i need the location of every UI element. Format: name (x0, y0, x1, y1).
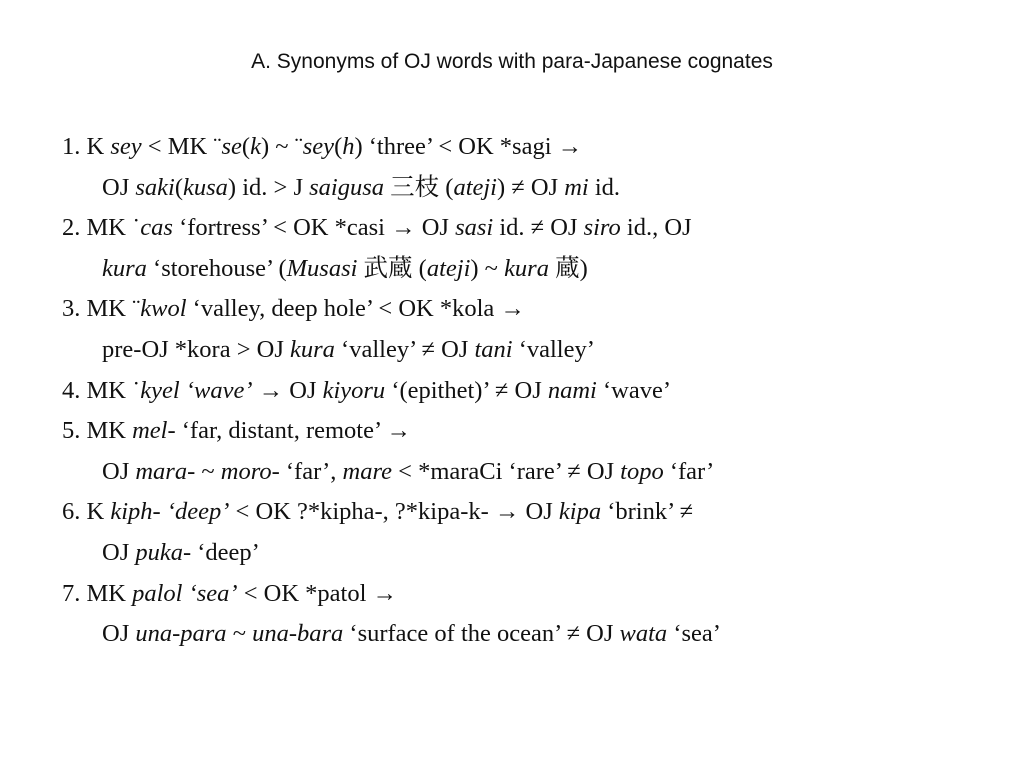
text-segment: ( (174, 173, 183, 201)
text-segment: ) id. > J (227, 173, 310, 201)
italic-term: ‘deep’ (166, 498, 230, 526)
italic-term: kipa (558, 498, 602, 526)
italic-term: topo (620, 457, 664, 485)
entry-line (62, 574, 1002, 615)
text-segment: 5. MK (62, 417, 133, 445)
entry-line (62, 492, 1002, 533)
text-segment: ‘far’ (663, 457, 715, 485)
text-segment: ‘valley’ ≠ OJ (334, 335, 475, 363)
text-segment: 1. K (62, 133, 111, 160)
italic-term: h (342, 133, 355, 160)
text-segment: 2. MK ˙ (62, 214, 141, 242)
italic-term: sey (302, 133, 335, 160)
italic-term: ateji (426, 254, 471, 282)
text-segment: - ‘deep’ (182, 538, 260, 566)
text-segment: id. ≠ OJ (493, 214, 584, 242)
text-segment: < MK ¨ (141, 133, 222, 160)
italic-term: mara (135, 457, 188, 485)
text-segment: id., OJ (620, 214, 692, 242)
text-segment: ‘valley, deep hole’ < OK *kola → (186, 295, 525, 323)
italic-term: puka (135, 538, 183, 566)
text-segment: ( (334, 133, 343, 160)
text-segment: < OK ?*kipha-, ?*kipa-k- → OJ (229, 498, 559, 526)
text-segment: 3. MK ¨ (62, 295, 141, 323)
text-segment: ‘sea’ (667, 620, 721, 648)
text-segment: ‘wave’ (596, 376, 671, 404)
text-segment: ‘valley’ (512, 335, 595, 363)
text-segment: 武蔵 ( (357, 254, 427, 282)
italic-term: sasi (455, 214, 494, 242)
italic-term: kwol (140, 295, 187, 323)
text-segment: < *maraCi ‘rare’ ≠ OJ (392, 457, 621, 485)
text-segment: ‘storehouse’ ( (146, 254, 287, 282)
entry-line (62, 208, 1002, 249)
entry-line (62, 289, 1002, 330)
text-segment: - ‘far’, (271, 457, 343, 485)
text-segment: < OK *patol → (237, 579, 398, 607)
text-segment: 三枝 ( (384, 173, 454, 201)
text-segment: ‘brink’ ≠ (601, 498, 694, 526)
italic-term: kura (102, 254, 147, 282)
text-segment: OJ (102, 538, 136, 566)
text-segment: ‘(epithet)’ ≠ OJ (385, 376, 548, 404)
entry-continuation-line (62, 330, 1002, 371)
entry-continuation-line (62, 249, 1002, 290)
italic-term: ateji (453, 173, 497, 201)
text-segment: ) ~ (470, 254, 505, 282)
italic-term: kiph (110, 498, 153, 526)
entry-continuation-line (62, 452, 1002, 493)
italic-term: kura (504, 254, 549, 282)
entry-continuation-line (62, 533, 1002, 574)
italic-term: cas (140, 214, 173, 242)
text-segment: OJ (102, 173, 136, 201)
entry-line (62, 127, 1002, 168)
italic-term: moro (220, 457, 272, 485)
italic-term: kiyoru (322, 376, 386, 404)
italic-term: nami (547, 376, 597, 404)
text-segment: → OJ (252, 376, 323, 404)
italic-term: sey (110, 133, 142, 160)
text-segment: OJ (102, 457, 136, 485)
text-segment: - ‘far, distant, remote’ → (167, 417, 411, 445)
italic-term: se (221, 133, 242, 160)
italic-term: una-para (135, 620, 227, 648)
italic-term: mel (132, 417, 168, 445)
italic-term: kura (290, 335, 335, 363)
text-segment: - (152, 498, 167, 526)
italic-term: kusa (183, 173, 228, 201)
entry-line (62, 371, 1002, 412)
text-segment: ) ~ ¨ (260, 133, 303, 160)
italic-term: k (250, 133, 261, 160)
entry-line (62, 411, 1002, 452)
italic-term: palol ‘sea’ (132, 579, 238, 607)
italic-term: saigusa (309, 173, 385, 201)
entry-continuation-line (62, 614, 1002, 655)
italic-term: Musasi (286, 254, 358, 282)
text-segment: ‘surface of the ocean’ ≠ OJ (343, 620, 620, 648)
text-segment: - ~ (187, 457, 221, 485)
text-segment: 蔵) (548, 254, 588, 282)
text-segment: ) ≠ OJ (496, 173, 565, 201)
entry-list (62, 127, 1002, 655)
italic-term: mare (342, 457, 392, 485)
text-segment: 7. MK (62, 579, 133, 607)
text-segment: id. (588, 173, 621, 201)
italic-term: saki (135, 173, 175, 201)
slide-title: A. Synonyms of OJ words with para-Japanese cognates (251, 50, 773, 73)
text-segment: 4. MK ˙ (62, 376, 141, 404)
entry-continuation-line (62, 168, 1002, 209)
italic-term: wata (619, 620, 668, 648)
text-segment: OJ (102, 620, 136, 648)
text-segment: ( (241, 133, 251, 160)
italic-term: mi (564, 173, 589, 201)
italic-term: tani (474, 335, 513, 363)
text-segment: 6. K (62, 498, 111, 526)
text-segment: pre-OJ *kora > OJ (102, 335, 290, 363)
italic-term: siro (583, 214, 621, 242)
text-segment: ~ (226, 620, 253, 648)
text-segment: ‘fortress’ < OK *casi → OJ (172, 214, 456, 242)
italic-term: kyel ‘wave’ (140, 376, 253, 404)
italic-term: una-bara (252, 620, 344, 648)
text-segment: ) ‘three’ < OK *sagi → (354, 133, 583, 160)
